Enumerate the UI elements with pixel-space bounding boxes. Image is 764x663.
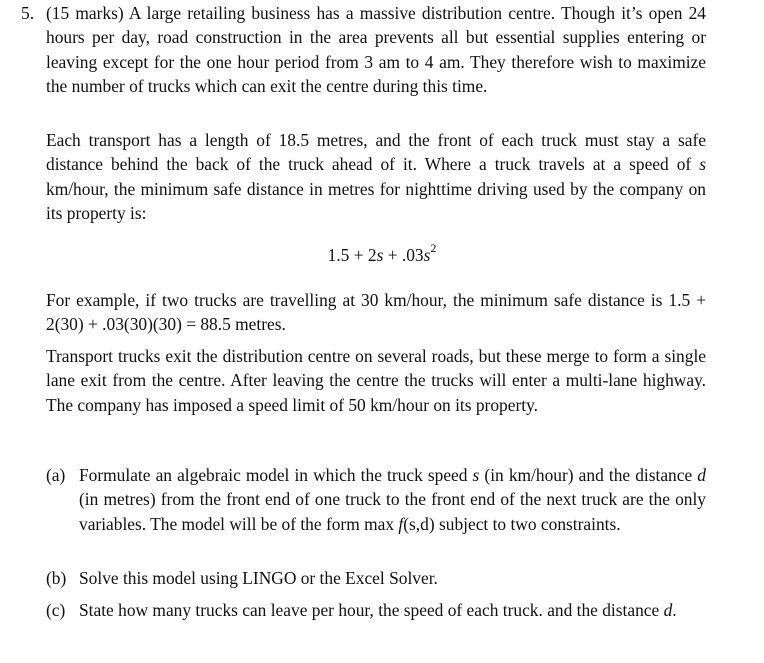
function-args: (s,d) [403,513,435,534]
text-span: For example, if two trucks are travelling at 30 km/hour, the minimum safe distance is [46,290,669,310]
variable-d: d [663,600,673,620]
intro-paragraph [46,1,706,99]
example-expression: 1.5 + 2(30) + .03(30)(30) = 88.5 [46,290,706,335]
part-label: (a) [46,465,66,485]
part-label: (c) [46,600,66,620]
text-span: (in km/hour) and the distance [479,465,698,485]
exit-paragraph: Transport trucks exit the distribution centre on several roads, but these merge to form a single lane exit from the centre. After leaving the centre the trucks will enter a multi-lane highway. The company has imposed a speed limit of 50 km/hour on its property. [46,346,706,415]
text-span: km/hour, the minimum safe distance in metres for nighttime driving used by the company on its property is: [46,178,706,224]
text-span: Formulate an algebraic model in which the truck speed [79,465,473,485]
text-span: Each transport has a length of 18.5 metres, and the front of each truck must stay a safe distance behind the back of the truck ahead of it. Where a truck travels at a speed of [46,130,706,175]
part-a-text [79,463,706,536]
variable-s: s [423,245,431,265]
formula-exponent: 2 [430,241,437,256]
text-span: (in metres) from the front end of one truck to the front end of the next truck are the only variables. The model will be of the form max [79,489,706,534]
variable-s: s [472,465,480,485]
text-span: subject to two constraints. [434,513,621,534]
safe-distance-paragraph [46,128,706,226]
part-c-text [79,598,706,622]
text-span: State how many trucks can leave per hour, the speed of each truck. and the distance [79,600,664,620]
text-span: . [672,600,677,620]
intro-text: A large retailing business has a massive distribution centre. Though it’s open 24 hours per day, road construction in the area prevents all but essential supplies entering or leaving except for the one hour period from 3 am to 4 am. They therefore wish to maximize the number of trucks which can exit the centre during this time. [46,3,707,97]
marks-label: (15 marks) [46,3,124,23]
question-number: 5. [21,3,35,23]
function-f: f [398,513,404,534]
part-label: (b) [46,568,67,588]
variable-s: s [376,245,384,265]
example-paragraph [46,288,706,337]
formula-part: 1.5 + 2 [327,245,377,265]
safe-distance-formula [0,243,764,267]
variable-d: d [697,465,706,485]
part-b-text: Solve this model using LINGO or the Excel Solver. [79,568,438,588]
variable-s: s [699,154,706,175]
formula-part: + .03 [383,245,424,265]
text-span: metres. [230,314,286,335]
